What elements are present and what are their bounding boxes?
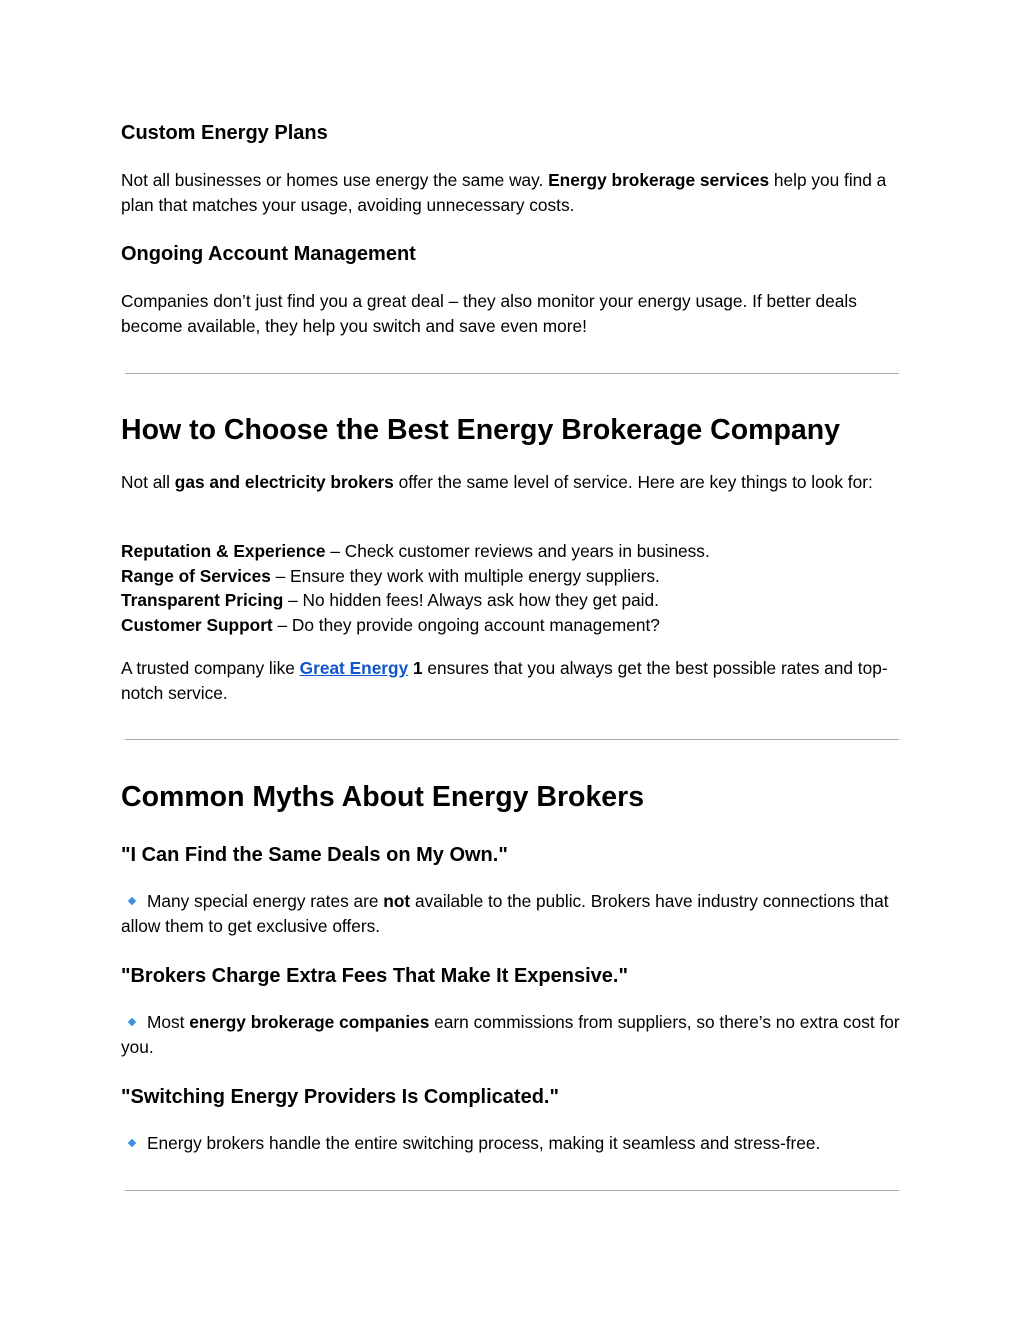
myth-heading: "I Can Find the Same Deals on My Own.": [121, 844, 508, 866]
myth-paragraph: [121, 889, 905, 938]
myth-paragraph: [121, 1010, 905, 1059]
text: help you find a plan that matches your usage, avoiding unnecessary costs.: [121, 170, 887, 215]
horizontal-divider: [125, 1190, 899, 1191]
criteria-label: Customer Support: [121, 614, 273, 635]
criteria-label: Range of Services: [121, 565, 271, 586]
diamond-bullet-icon: [128, 897, 136, 905]
criteria-label: Reputation & Experience: [121, 541, 326, 561]
text: Most: [147, 1012, 190, 1032]
custom-plans-paragraph: [121, 168, 905, 217]
text: earn commissions from suppliers, so there’s no extra cost for you.: [121, 1012, 900, 1057]
text: Not all businesses or homes use energy the same way.: [121, 170, 549, 190]
myth-heading: "Switching Energy Providers Is Complicated.": [121, 1086, 559, 1108]
criteria-list: [121, 539, 905, 637]
criteria-text: – No hidden fees! Always ask how they get paid.: [283, 590, 659, 610]
horizontal-divider: [125, 373, 899, 374]
criteria-item: [121, 590, 659, 610]
text: Energy brokers handle the entire switching process, making it seamless and stress-free.: [147, 1133, 821, 1153]
myth-paragraph: [121, 1131, 905, 1156]
footnote-number: 1: [408, 658, 423, 678]
section-heading-myths: Common Myths About Energy Brokers: [121, 781, 645, 813]
section-heading-account-management: Ongoing Account Management: [121, 243, 416, 265]
text: available to the public. Brokers have industry connections that allow them to get exclusive offers.: [121, 891, 889, 936]
bold-text: Energy brokerage services: [548, 170, 770, 190]
text: offer the same level of service. Here are key things to look for:: [393, 472, 873, 492]
criteria-text: – Do they provide ongoing account management?: [272, 614, 660, 635]
criteria-label: Transparent Pricing: [121, 590, 284, 610]
criteria-text: – Ensure they work with multiple energy suppliers.: [270, 565, 660, 586]
closing-paragraph: [121, 656, 905, 705]
text: A trusted company like: [121, 658, 300, 678]
criteria-item: [121, 566, 660, 586]
bold-text: not: [383, 891, 411, 911]
section-heading-choose: How to Choose the Best Energy Brokerage Company: [121, 414, 840, 446]
text: Not all: [121, 472, 175, 492]
section-heading-custom-plans: Custom Energy Plans: [121, 122, 328, 144]
myth-heading: "Brokers Charge Extra Fees That Make It Expensive.": [121, 965, 628, 987]
choose-intro-paragraph: [121, 470, 905, 495]
criteria-text: – Check customer reviews and years in business.: [325, 541, 710, 561]
great-energy-link[interactable]: Great Energy: [299, 658, 409, 678]
diamond-bullet-icon: [128, 1139, 136, 1147]
bold-text: gas and electricity brokers: [174, 472, 394, 492]
diamond-bullet-icon: [128, 1018, 136, 1026]
text: Many special energy rates are: [147, 891, 384, 911]
bold-text: energy brokerage companies: [189, 1012, 430, 1032]
criteria-item: [121, 541, 710, 561]
account-management-paragraph: Companies don’t just find you a great deal – they also monitor your energy usage. If better deals become available, they help you switch and save even more!: [121, 291, 857, 336]
text: ensures that you always get the best possible rates and top-notch service.: [121, 658, 888, 703]
horizontal-divider: [125, 739, 899, 740]
criteria-item: [121, 615, 660, 635]
